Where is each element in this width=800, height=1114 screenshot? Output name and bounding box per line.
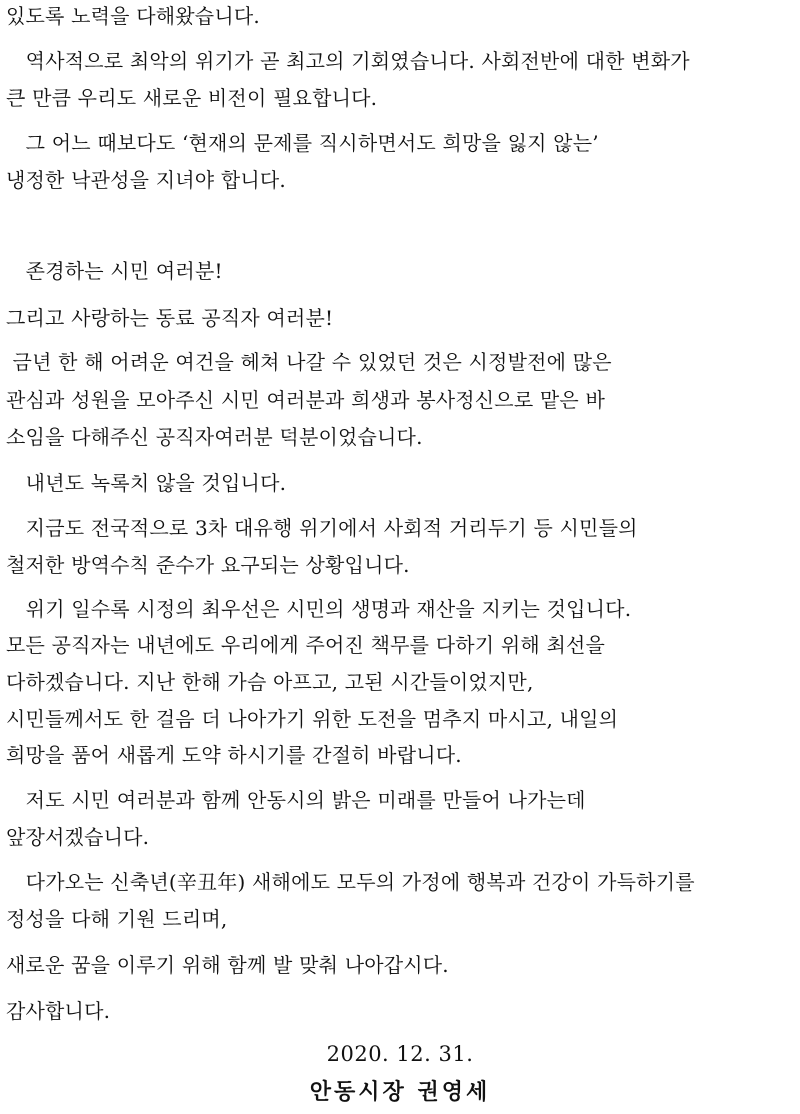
letter-line: 지금도 전국적으로 3차 대유행 위기에서 사회적 거리두기 등 시민들의 bbox=[6, 516, 638, 540]
letter-line: 그 어느 때보다도 ‘현재의 문제를 직시하면서도 희망을 잃지 않는’ bbox=[6, 131, 599, 155]
letter-line: 그리고 사랑하는 동료 공직자 여러분! bbox=[6, 306, 334, 330]
letter-line: 새로운 꿈을 이루기 위해 함께 발 맞춰 나아갑시다. bbox=[6, 953, 449, 977]
letter-line: 감사합니다. bbox=[6, 999, 111, 1023]
letter-line: 정성을 다해 기원 드리며, bbox=[6, 907, 228, 931]
letter-line: 저도 시민 여러분과 함께 안동시의 밝은 미래를 만들어 나가는데 bbox=[6, 788, 586, 812]
letter-line: 역사적으로 최악의 위기가 곧 최고의 기회였습니다. 사회전반에 대한 변화가 bbox=[6, 49, 690, 73]
letter-line: 희망을 품어 새롭게 도약 하시기를 간절히 바랍니다. bbox=[6, 743, 462, 767]
letter-line: 관심과 성원을 모아주신 시민 여러분과 희생과 봉사정신으로 맡은 바 bbox=[6, 388, 606, 412]
letter-line: 내년도 녹록치 않을 것입니다. bbox=[6, 471, 287, 495]
letter-signature: 안동시장 권영세 bbox=[309, 1079, 491, 1105]
letter-line: 다가오는 신축년(辛丑年) 새해에도 모두의 가정에 행복과 건강이 가득하기를 bbox=[6, 870, 695, 894]
letter-line: 다하겠습니다. 지난 한해 가슴 아프고, 고된 시간들이었지만, bbox=[6, 670, 534, 694]
letter-line: 존경하는 시민 여러분! bbox=[6, 259, 223, 283]
letter-line: 큰 만큼 우리도 새로운 비전이 필요합니다. bbox=[6, 86, 378, 110]
letter-line: 냉정한 낙관성을 지녀야 합니다. bbox=[6, 168, 286, 192]
letter-date: 2020. 12. 31. bbox=[326, 1042, 474, 1066]
letter-line: 소임을 다해주신 공직자여러분 덕분이었습니다. bbox=[6, 425, 423, 449]
letter-line: 모든 공직자는 내년에도 우리에게 주어진 책무를 다하기 위해 최선을 bbox=[6, 633, 606, 657]
letter-line: 금년 한 해 어려운 여건을 헤쳐 나갈 수 있었던 것은 시정발전에 많은 bbox=[6, 350, 612, 374]
letter-line: 있도록 노력을 다해왔습니다. bbox=[6, 4, 260, 28]
letter-line: 철저한 방역수칙 준수가 요구되는 상황입니다. bbox=[6, 553, 410, 577]
letter-line: 시민들께서도 한 걸음 더 나아가기 위한 도전을 멈추지 마시고, 내일의 bbox=[6, 707, 619, 731]
letter-line: 앞장서겠습니다. bbox=[6, 825, 150, 849]
letter-line: 위기 일수록 시정의 최우선은 시민의 생명과 재산을 지키는 것입니다. bbox=[6, 597, 632, 621]
